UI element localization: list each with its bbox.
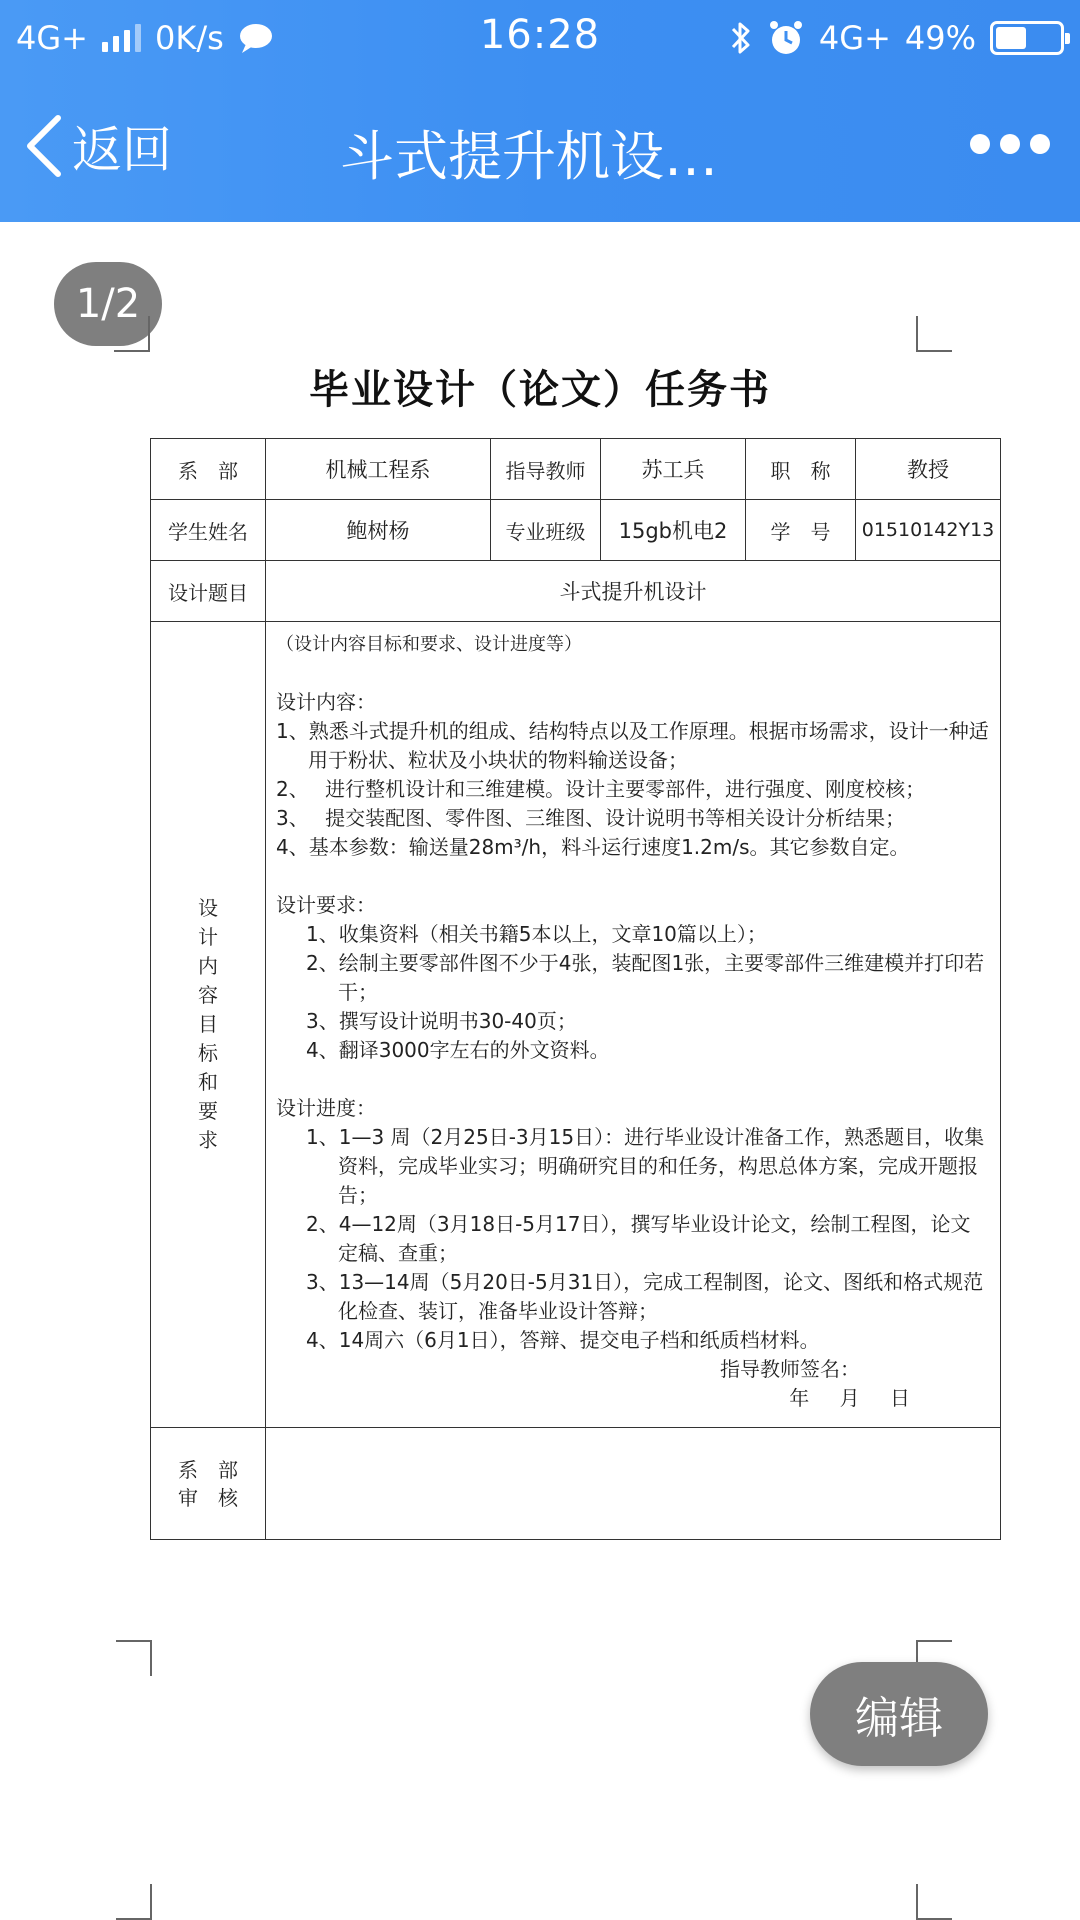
network-type-right: 4G+ — [818, 19, 891, 57]
advisor-label: 指导教师 — [491, 439, 601, 500]
page-corner-mark — [916, 1884, 952, 1920]
class-label: 专业班级 — [491, 500, 601, 561]
more-options-icon[interactable] — [970, 134, 1050, 154]
table-row — [151, 1428, 1001, 1540]
page-corner-mark — [116, 1884, 152, 1920]
student-value: 鲍树杨 — [266, 500, 491, 561]
advisor-value: 苏工兵 — [601, 439, 746, 500]
table-row — [151, 622, 1001, 1428]
page-corner-mark — [116, 1640, 152, 1676]
review-label: 系 部 审 核 — [151, 1428, 266, 1540]
battery-fill — [996, 27, 1026, 49]
dept-value: 机械工程系 — [266, 439, 491, 500]
list-item: 4、基本参数：输送量28m³/h，料斗运行速度1.2m/s。其它参数自定。 — [276, 835, 910, 859]
status-right — [729, 14, 1064, 62]
content-heading: 设计内容： — [276, 690, 376, 714]
battery-icon — [990, 21, 1064, 55]
rank-label: 职 称 — [746, 439, 856, 500]
list-item: 1、1—3 周（2月25日-3月15日）：进行毕业设计准备工作，熟悉题目，收集资料，完成毕业实习；明确研究目的和任务，构思总体方案，完成开题报告； — [306, 1125, 985, 1207]
list-item: 2、绘制主要零部件图不少于4张，装配图1张，主要零部件三维建模并打印若干； — [306, 951, 985, 1004]
app-header — [0, 0, 1080, 222]
list-item: 3、撰写设计说明书30-40页； — [306, 1009, 577, 1033]
list-item: 4、14周六（6月1日），答辩、提交电子档和纸质档材料。 — [306, 1328, 820, 1352]
bluetooth-icon — [729, 19, 753, 57]
rank-value: 教授 — [856, 439, 1001, 500]
chevron-left-icon — [22, 112, 66, 180]
dept-label: 系 部 — [151, 439, 266, 500]
requirements-heading: 设计要求： — [276, 893, 376, 917]
list-item: 2、 进行整机设计和三维建模。设计主要零部件，进行强度、刚度校核； — [276, 777, 926, 801]
task-table — [150, 438, 1001, 1540]
list-item: 2、4—12周（3月18日-5月17日），撰写毕业设计论文，绘制工程图，论文定稿、查重； — [306, 1212, 971, 1265]
student-id-value: 01510142Y13 — [856, 500, 1001, 561]
table-row — [151, 561, 1001, 622]
edit-button[interactable]: 编辑 — [810, 1662, 988, 1766]
content-label: 设 计 内 容 目 标 和 要 求 — [151, 622, 266, 1428]
table-row — [151, 500, 1001, 561]
clock: 16:28 — [479, 12, 601, 58]
content-cell — [266, 622, 1001, 1428]
topic-value: 斗式提升机设计 — [266, 561, 1001, 622]
advisor-signature: 指导教师签名： — [720, 1357, 860, 1381]
signature-date: 年 月 日 — [789, 1386, 910, 1410]
list-item: 3、 提交装配图、零件图、三维图、设计说明书等相关设计分析结果； — [276, 806, 906, 830]
list-item: 3、13—14周（5月20日-5月31日），完成工程制图，论文、图纸和格式规范化检查、装订，准备毕业设计答辩； — [306, 1270, 984, 1323]
network-type: 4G+ — [16, 19, 88, 57]
document-title: 毕业设计（论文）任务书 — [309, 367, 771, 413]
list-item: 1、收集资料（相关书籍5本以上，文章10篇以上）； — [306, 922, 767, 946]
network-speed: 0K/s — [154, 19, 224, 57]
table-row — [151, 439, 1001, 500]
student-id-label: 学 号 — [746, 500, 856, 561]
student-label: 学生姓名 — [151, 500, 266, 561]
page-corner-mark — [114, 316, 150, 352]
status-bar — [0, 0, 1080, 76]
alarm-icon — [767, 19, 805, 57]
review-value — [266, 1428, 1001, 1540]
page-indicator: 1/2 — [54, 262, 162, 346]
nav-bar — [0, 96, 1080, 196]
class-value: 15gb机电2 — [601, 500, 746, 561]
progress-heading: 设计进度： — [276, 1096, 376, 1120]
back-button[interactable] — [22, 112, 172, 180]
battery-percent: 49% — [904, 19, 976, 57]
page-title: 斗式提升机设… — [340, 125, 718, 188]
content-intro: （设计内容目标和要求、设计进度等） — [276, 634, 582, 655]
topic-label: 设计题目 — [151, 561, 266, 622]
back-label: 返回 — [72, 121, 172, 179]
list-item: 1、熟悉斗式提升机的组成、结构特点以及工作原理。根据市场需求，设计一种适用于粉状、粒状及小块状的物料输送设备； — [276, 719, 989, 772]
page-corner-mark — [916, 316, 952, 352]
list-item: 4、翻译3000字左右的外文资料。 — [306, 1038, 610, 1062]
